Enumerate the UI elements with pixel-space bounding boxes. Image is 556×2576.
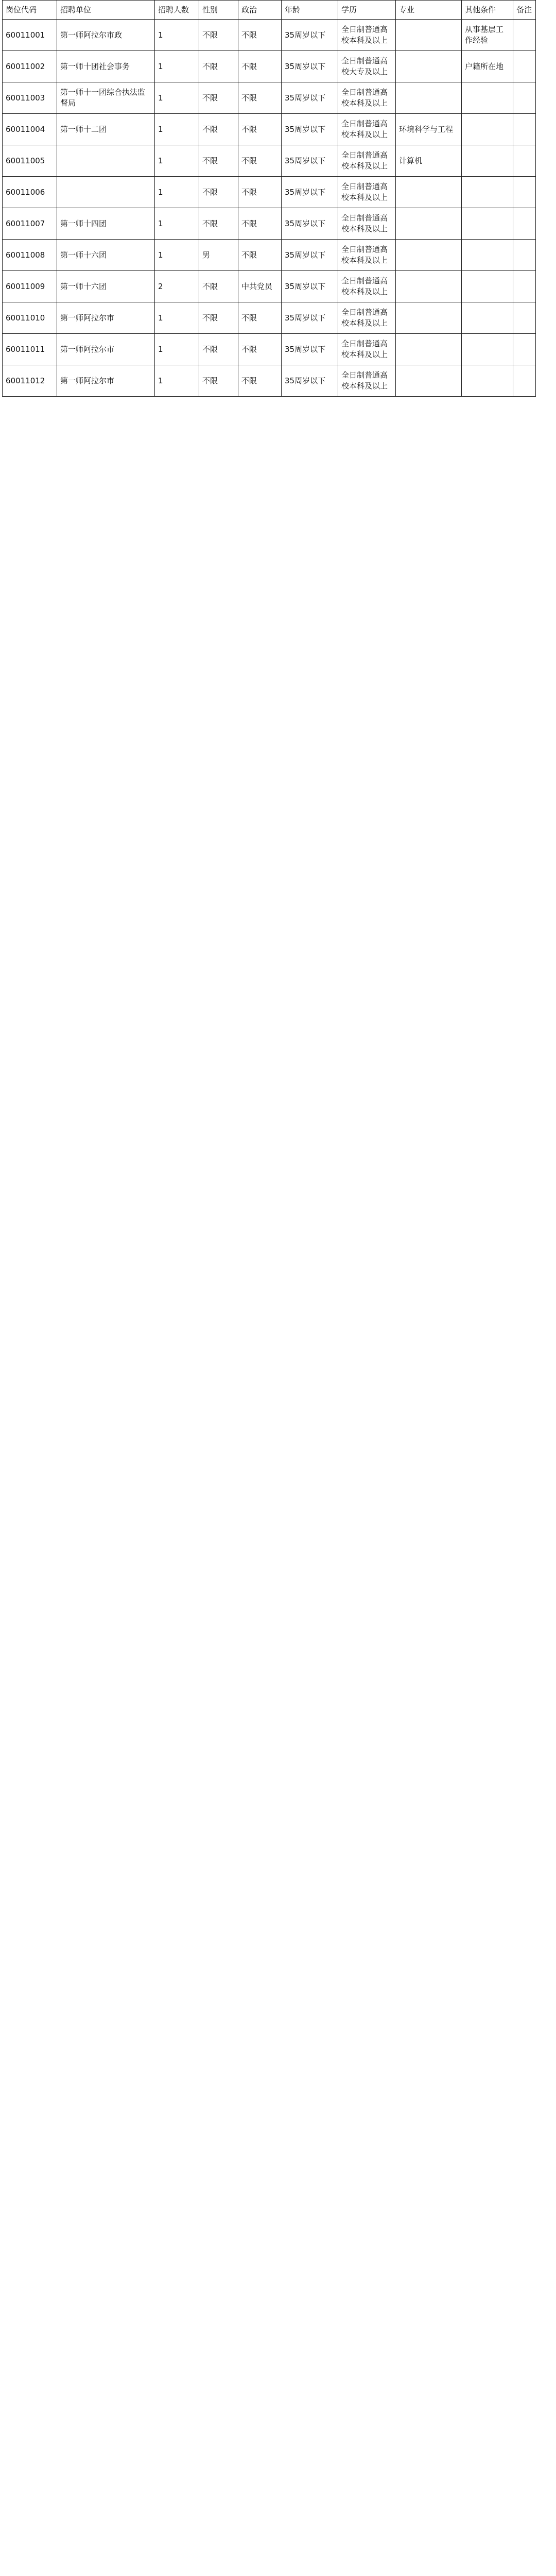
- table-cell: 35周岁以下: [282, 114, 338, 145]
- header-cell: 岗位代码: [3, 1, 57, 20]
- table-cell: [462, 177, 513, 208]
- table-cell: 第一师阿拉尔市政: [57, 20, 155, 51]
- table-cell: 35周岁以下: [282, 334, 338, 365]
- table-cell: 35周岁以下: [282, 145, 338, 177]
- table-cell: 不限: [238, 365, 282, 397]
- table-cell: 中共党员: [238, 271, 282, 302]
- table-row: [3, 82, 536, 114]
- table-row: [3, 20, 536, 51]
- table-cell: 全日制普通高校本科及以上: [338, 177, 396, 208]
- table-cell: 全日制普通高校本科及以上: [338, 271, 396, 302]
- table-cell: 不限: [199, 145, 238, 177]
- table-cell: 不限: [238, 51, 282, 82]
- table-cell: 不限: [199, 177, 238, 208]
- table-cell: 60011010: [3, 302, 57, 334]
- table-cell: [513, 145, 536, 177]
- table-cell: [513, 20, 536, 51]
- table-cell: 60011011: [3, 334, 57, 365]
- table-cell: 60011001: [3, 20, 57, 51]
- table-cell: 不限: [238, 145, 282, 177]
- table-cell: 全日制普通高校本科及以上: [338, 334, 396, 365]
- header-cell: 专业: [396, 1, 462, 20]
- table-cell: [396, 334, 462, 365]
- table-row: [3, 51, 536, 82]
- header-cell: 学历: [338, 1, 396, 20]
- table-cell: 35周岁以下: [282, 302, 338, 334]
- table-cell: 不限: [238, 302, 282, 334]
- header-cell: 招聘单位: [57, 1, 155, 20]
- table-cell: [57, 177, 155, 208]
- table-cell: 不限: [199, 302, 238, 334]
- table-cell: 户籍所在地: [462, 51, 513, 82]
- table-cell: 第一师十六团: [57, 271, 155, 302]
- table-cell: [396, 177, 462, 208]
- table-cell: 60011003: [3, 82, 57, 114]
- header-cell: 招聘人数: [155, 1, 199, 20]
- table-cell: 2: [155, 271, 199, 302]
- table-cell: 不限: [199, 365, 238, 397]
- table-cell: [513, 271, 536, 302]
- table-cell: [396, 82, 462, 114]
- table-cell: 第一师十四团: [57, 208, 155, 240]
- table-cell: 1: [155, 240, 199, 271]
- table-cell: 从事基层工作经验: [462, 20, 513, 51]
- table-cell: 全日制普通高校本科及以上: [338, 20, 396, 51]
- table-cell: 1: [155, 51, 199, 82]
- table-cell: [396, 271, 462, 302]
- table-cell: 60011004: [3, 114, 57, 145]
- table-row: [3, 114, 536, 145]
- table-cell: 35周岁以下: [282, 271, 338, 302]
- header-cell: 政治: [238, 1, 282, 20]
- table-cell: [396, 365, 462, 397]
- table-cell: 1: [155, 302, 199, 334]
- table-cell: 第一师阿拉尔市: [57, 334, 155, 365]
- table-cell: 不限: [199, 114, 238, 145]
- table-cell: 第一师十六团: [57, 240, 155, 271]
- table-cell: 60011005: [3, 145, 57, 177]
- table-cell: [462, 240, 513, 271]
- table-cell: [396, 51, 462, 82]
- table-cell: 1: [155, 145, 199, 177]
- table-cell: [396, 208, 462, 240]
- table-row: [3, 208, 536, 240]
- table-cell: 35周岁以下: [282, 51, 338, 82]
- table-cell: 不限: [238, 240, 282, 271]
- table-cell: 60011008: [3, 240, 57, 271]
- table-cell: [462, 208, 513, 240]
- table-cell: 1: [155, 365, 199, 397]
- table-cell: 1: [155, 114, 199, 145]
- table-cell: 不限: [238, 334, 282, 365]
- table-cell: 35周岁以下: [282, 82, 338, 114]
- table-cell: 35周岁以下: [282, 365, 338, 397]
- table-cell: 1: [155, 208, 199, 240]
- table-cell: [513, 114, 536, 145]
- table-cell: 60011009: [3, 271, 57, 302]
- table-cell: [513, 51, 536, 82]
- table-cell: [513, 82, 536, 114]
- table-cell: 第一师十团社会事务: [57, 51, 155, 82]
- table-cell: [462, 334, 513, 365]
- table-cell: 1: [155, 177, 199, 208]
- table-cell: 环境科学与工程: [396, 114, 462, 145]
- table-cell: [462, 145, 513, 177]
- table-cell: 全日制普通高校本科及以上: [338, 82, 396, 114]
- table-cell: 全日制普通高校本科及以上: [338, 365, 396, 397]
- table-row: [3, 365, 536, 397]
- table-cell: [513, 177, 536, 208]
- table-cell: 不限: [238, 82, 282, 114]
- table-cell: 35周岁以下: [282, 240, 338, 271]
- table-cell: 不限: [199, 82, 238, 114]
- recruitment-table: [2, 0, 536, 397]
- table-row: [3, 145, 536, 177]
- table-cell: 35周岁以下: [282, 208, 338, 240]
- table-cell: [513, 240, 536, 271]
- table-cell: 不限: [238, 114, 282, 145]
- table-cell: [396, 302, 462, 334]
- table-cell: 不限: [238, 208, 282, 240]
- table-cell: 不限: [199, 208, 238, 240]
- table-cell: 1: [155, 82, 199, 114]
- table-cell: 第一师十二团: [57, 114, 155, 145]
- table-cell: 1: [155, 20, 199, 51]
- table-cell: 第一师十一团综合执法监督局: [57, 82, 155, 114]
- table-cell: 35周岁以下: [282, 177, 338, 208]
- table-row: [3, 177, 536, 208]
- table-cell: [462, 114, 513, 145]
- table-cell: 60011006: [3, 177, 57, 208]
- table-cell: [513, 334, 536, 365]
- header-cell: 性别: [199, 1, 238, 20]
- table-cell: 全日制普通高校本科及以上: [338, 145, 396, 177]
- table-cell: 全日制普通高校本科及以上: [338, 114, 396, 145]
- table-cell: 第一师阿拉尔市: [57, 365, 155, 397]
- table-cell: 计算机: [396, 145, 462, 177]
- table-cell: [513, 302, 536, 334]
- header-cell: 年龄: [282, 1, 338, 20]
- table-cell: [396, 20, 462, 51]
- header-cell: 备注: [513, 1, 536, 20]
- table-cell: 不限: [199, 271, 238, 302]
- table-cell: [462, 365, 513, 397]
- table-cell: 35周岁以下: [282, 20, 338, 51]
- table-cell: 1: [155, 334, 199, 365]
- table-cell: 全日制普通高校本科及以上: [338, 302, 396, 334]
- table-cell: 不限: [199, 334, 238, 365]
- table-cell: 不限: [238, 177, 282, 208]
- table-cell: 60011012: [3, 365, 57, 397]
- table-row: [3, 240, 536, 271]
- table-cell: 60011002: [3, 51, 57, 82]
- table-row: [3, 302, 536, 334]
- table-cell: 不限: [199, 51, 238, 82]
- table-cell: [513, 365, 536, 397]
- table-cell: [57, 145, 155, 177]
- table-cell: 男: [199, 240, 238, 271]
- table-cell: [513, 208, 536, 240]
- table-cell: 全日制普通高校本科及以上: [338, 240, 396, 271]
- table-cell: 第一师阿拉尔市: [57, 302, 155, 334]
- table-row: [3, 271, 536, 302]
- table-cell: [462, 271, 513, 302]
- header-cell: 其他条件: [462, 1, 513, 20]
- table-cell: 不限: [238, 20, 282, 51]
- table-cell: [462, 302, 513, 334]
- table-cell: 60011007: [3, 208, 57, 240]
- table-cell: [462, 82, 513, 114]
- table-header-row: [3, 1, 536, 20]
- table-cell: [396, 240, 462, 271]
- table-row: [3, 334, 536, 365]
- table-cell: 全日制普通高校本科及以上: [338, 208, 396, 240]
- table-cell: 不限: [199, 20, 238, 51]
- table-cell: 全日制普通高校大专及以上: [338, 51, 396, 82]
